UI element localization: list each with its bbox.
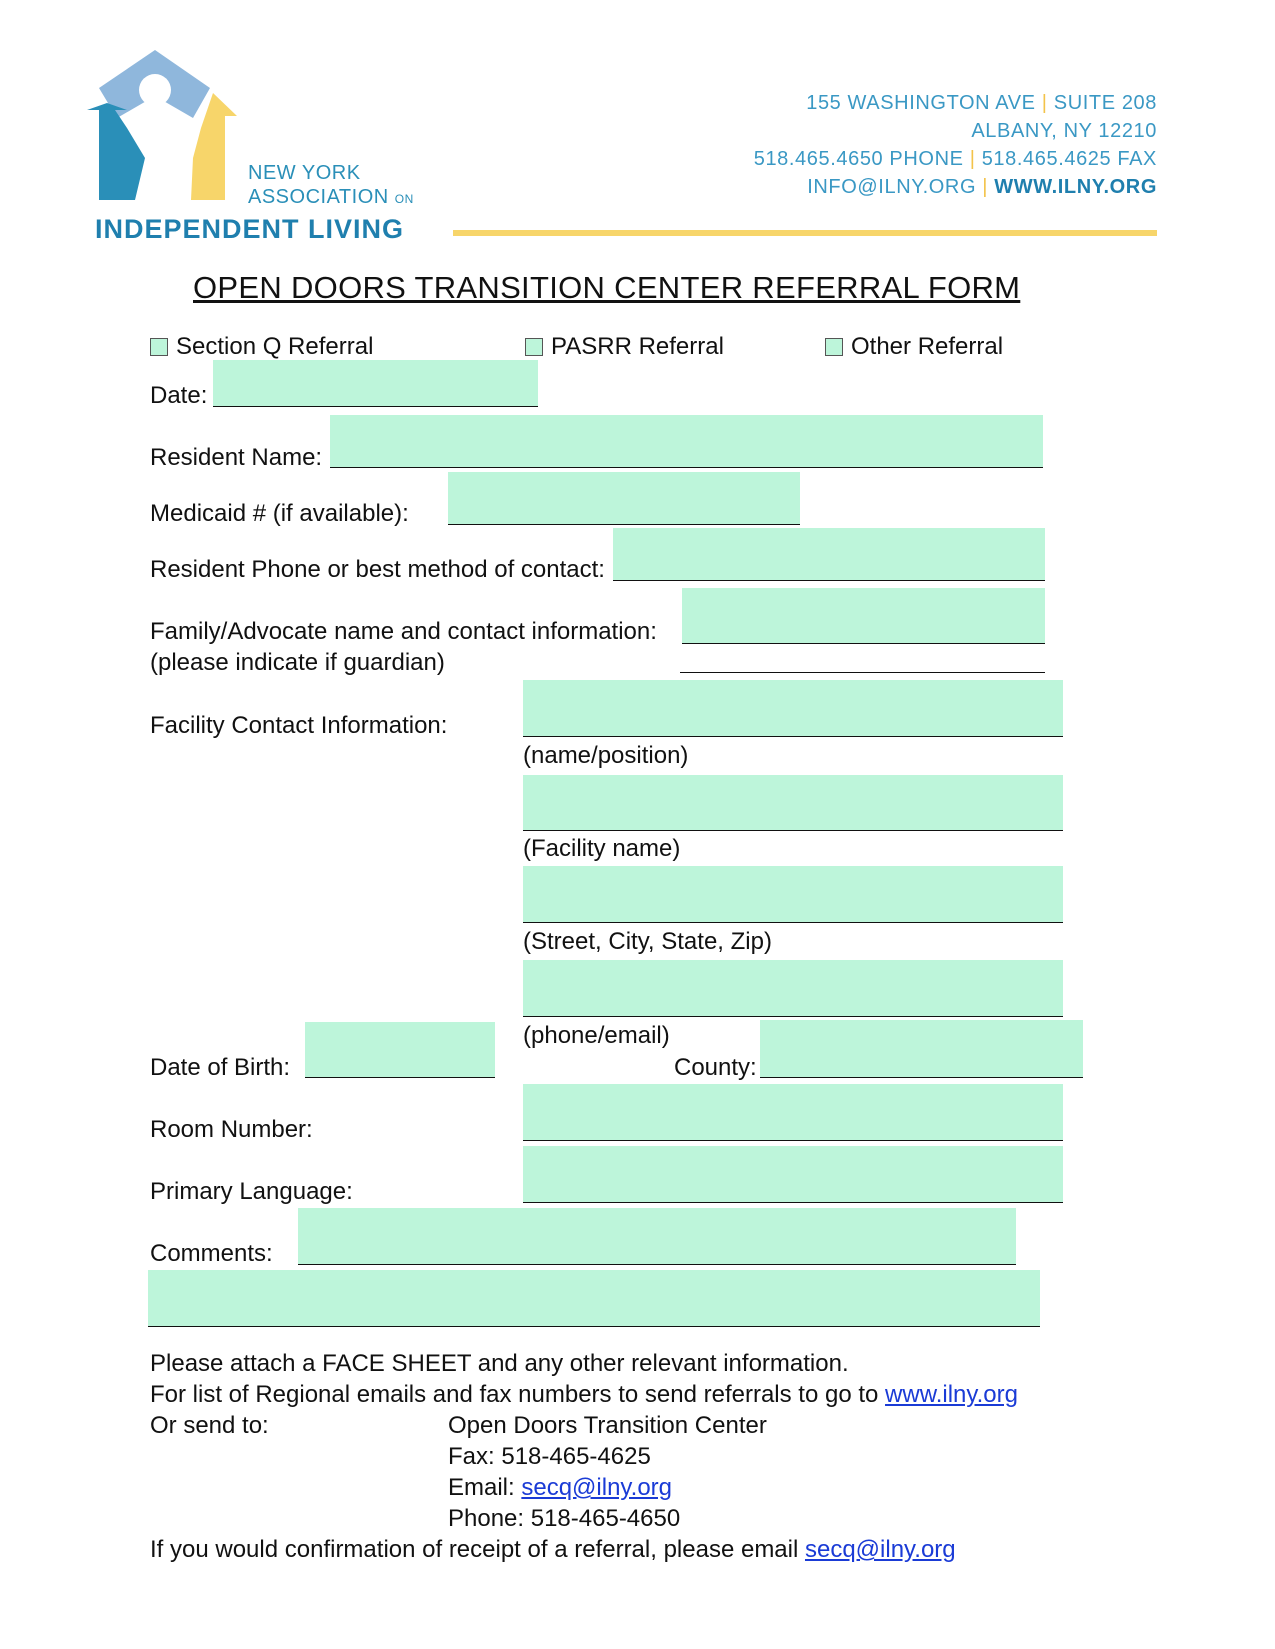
- address-street: 155 WASHINGTON AVE | SUITE 208: [806, 92, 1157, 114]
- facility-address-hint: (Street, City, State, Zip): [523, 928, 772, 955]
- attach-instructions: Please attach a FACE SHEET and any other relevant information.: [150, 1350, 849, 1377]
- facility-address-field[interactable]: [523, 866, 1063, 923]
- resident-phone-label: Resident Phone or best method of contact:: [150, 556, 605, 583]
- regional-instructions: For list of Regional emails and fax numbers to send referrals to go to www.ilny.org: [150, 1381, 1018, 1408]
- address-phone-fax: 518.465.4650 PHONE | 518.465.4625 FAX: [753, 148, 1157, 170]
- facility-label: Facility Contact Information:: [150, 712, 448, 739]
- checkbox-section-q[interactable]: Section Q Referral: [150, 333, 373, 361]
- date-label: Date:: [150, 382, 208, 409]
- org-name-line2: ASSOCIATION ON: [248, 186, 414, 208]
- org-name-line3: INDEPENDENT LIVING: [95, 214, 405, 244]
- org-name-line1: NEW YORK: [248, 162, 361, 184]
- header-divider: [453, 230, 1157, 236]
- center-name: Open Doors Transition Center: [448, 1412, 767, 1439]
- dob-field[interactable]: [305, 1022, 495, 1078]
- checkbox-box[interactable]: [150, 338, 168, 356]
- language-label: Primary Language:: [150, 1178, 353, 1205]
- checkbox-pasrr[interactable]: PASRR Referral: [525, 333, 724, 361]
- county-label: County:: [674, 1054, 757, 1081]
- checkbox-box[interactable]: [825, 338, 843, 356]
- center-fax: Fax: 518-465-4625: [448, 1443, 651, 1470]
- date-field[interactable]: [213, 360, 538, 407]
- comments-field-line2[interactable]: [148, 1270, 1040, 1327]
- comments-label: Comments:: [150, 1240, 273, 1267]
- center-phone: Phone: 518-465-4650: [448, 1505, 681, 1532]
- confirmation-instructions: If you would confirmation of receipt of a referral, please email secq@ilny.org: [150, 1536, 956, 1563]
- secq-email-link[interactable]: secq@ilny.org: [521, 1474, 673, 1501]
- ilny-website-link[interactable]: www.ilny.org: [885, 1381, 1018, 1408]
- family-label: Family/Advocate name and contact information:: [150, 618, 657, 645]
- send-to-label: Or send to:: [150, 1412, 269, 1439]
- facility-name-position-field[interactable]: [523, 680, 1063, 737]
- dob-label: Date of Birth:: [150, 1054, 291, 1081]
- resident-name-field[interactable]: [330, 415, 1043, 468]
- facility-name-hint: (Facility name): [523, 835, 681, 862]
- facility-phone-email-hint: (phone/email): [523, 1022, 670, 1049]
- room-label: Room Number:: [150, 1116, 313, 1143]
- facility-phone-email-field[interactable]: [523, 960, 1063, 1017]
- center-email: Email: secq@ilny.org: [448, 1474, 673, 1501]
- resident-name-label: Resident Name:: [150, 444, 323, 471]
- address-city: ALBANY, NY 12210: [971, 120, 1157, 142]
- medicaid-label: Medicaid # (if available):: [150, 500, 409, 527]
- address-email-web: INFO@ILNY.ORG | WWW.ILNY.ORG: [807, 176, 1157, 198]
- comments-field[interactable]: [298, 1208, 1016, 1265]
- checkbox-box[interactable]: [525, 338, 543, 356]
- checkbox-other[interactable]: Other Referral: [825, 333, 1003, 361]
- family-field-line2[interactable]: [680, 650, 1045, 673]
- medicaid-field[interactable]: [448, 472, 800, 525]
- facility-name-position-hint: (name/position): [523, 742, 689, 769]
- form-title: OPEN DOORS TRANSITION CENTER REFERRAL FORM: [193, 270, 1021, 305]
- ilny-logo: [85, 48, 255, 208]
- county-field[interactable]: [760, 1020, 1083, 1078]
- family-sub-label: (please indicate if guardian): [150, 649, 445, 676]
- confirmation-email-link[interactable]: secq@ilny.org: [804, 1536, 956, 1563]
- language-field[interactable]: [523, 1146, 1063, 1203]
- room-field[interactable]: [523, 1084, 1063, 1141]
- facility-name-field[interactable]: [523, 775, 1063, 831]
- resident-phone-field[interactable]: [613, 528, 1045, 581]
- family-field[interactable]: [682, 588, 1045, 644]
